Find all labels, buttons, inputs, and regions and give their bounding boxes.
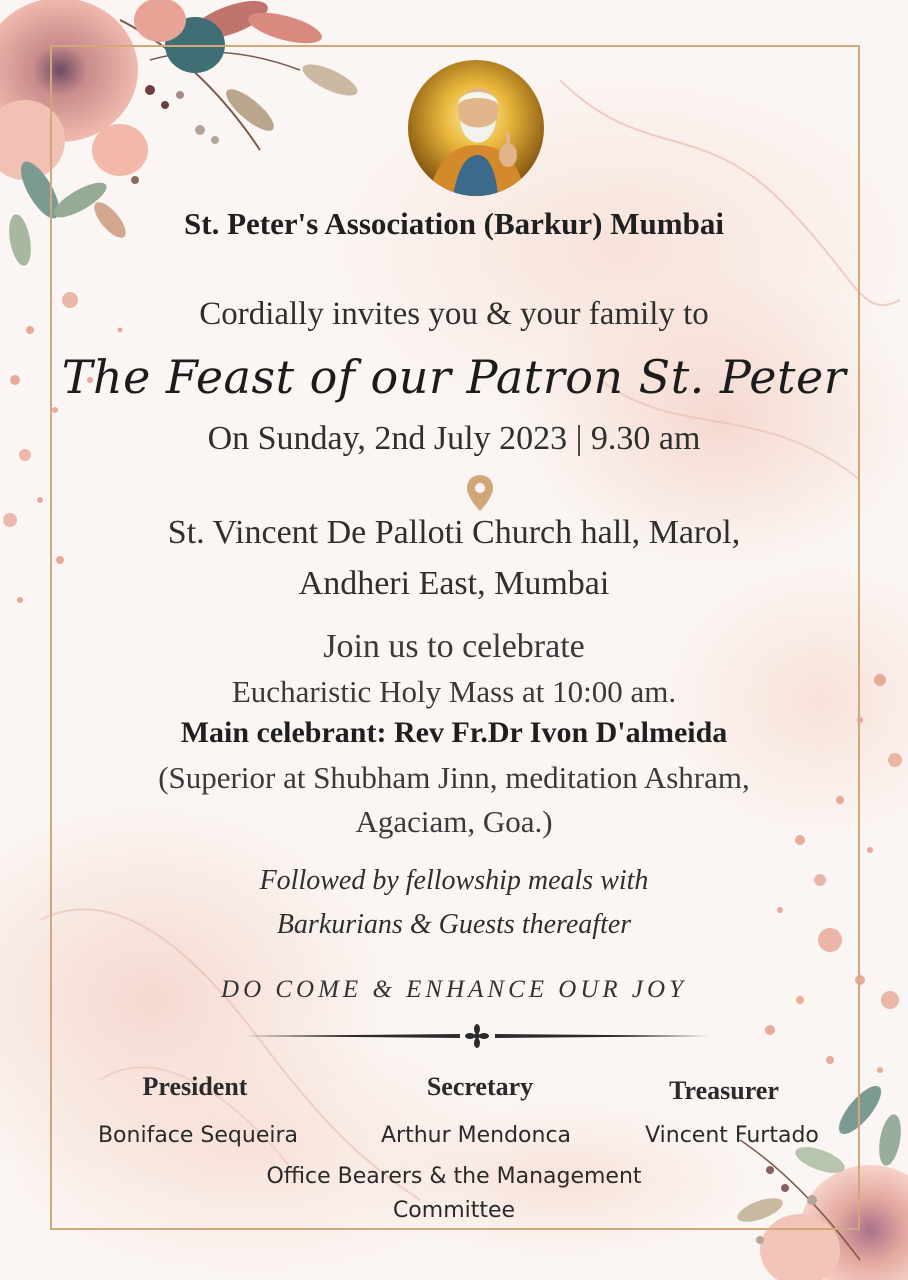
president-name: Boniface Sequeira xyxy=(97,1123,299,1148)
office-line-2: Committee xyxy=(392,1198,516,1223)
do-come-tagline: DO COME & ENHANCE OUR JOY xyxy=(221,976,687,1003)
invite-line: Cordially invites you & your family to xyxy=(199,296,709,332)
followed-line-2: Barkurians & Guests thereafter xyxy=(276,909,632,940)
treasurer-role: Treasurer xyxy=(669,1076,779,1105)
st-peter-portrait xyxy=(408,60,544,196)
followed-line-1: Followed by fellowship meals with xyxy=(259,865,649,896)
secretary-role: Secretary xyxy=(426,1072,534,1101)
ornament-divider-icon xyxy=(245,1024,710,1048)
office-line-1: Office Bearers & the Management xyxy=(266,1164,642,1189)
join-line-1: Join us to celebrate xyxy=(323,628,585,665)
treasurer-name: Vincent Furtado xyxy=(645,1123,819,1148)
president-role: President xyxy=(142,1072,248,1101)
location-pin-icon xyxy=(466,474,494,512)
join-line-2: Eucharistic Holy Mass at 10:00 am. xyxy=(231,674,677,709)
superior-line-1: (Superior at Shubham Jinn, meditation Ashram, xyxy=(158,760,750,795)
organization-title: St. Peter's Association (Barkur) Mumbai xyxy=(184,206,724,241)
venue-line-1: St. Vincent De Palloti Church hall, Marol, xyxy=(167,514,741,551)
office-bearers-note xyxy=(0,1160,908,1228)
venue-line-2: Andheri East, Mumbai xyxy=(298,565,610,602)
event-title: The Feast of our Patron St. Peter xyxy=(61,350,847,404)
main-celebrant: Main celebrant: Rev Fr.Dr Ivon D'almeida xyxy=(180,716,728,749)
event-datetime: On Sunday, 2nd July 2023 | 9.30 am xyxy=(207,420,701,457)
superior-line-2: Agaciam, Goa.) xyxy=(355,804,553,839)
secretary-name: Arthur Mendonca xyxy=(380,1123,572,1148)
